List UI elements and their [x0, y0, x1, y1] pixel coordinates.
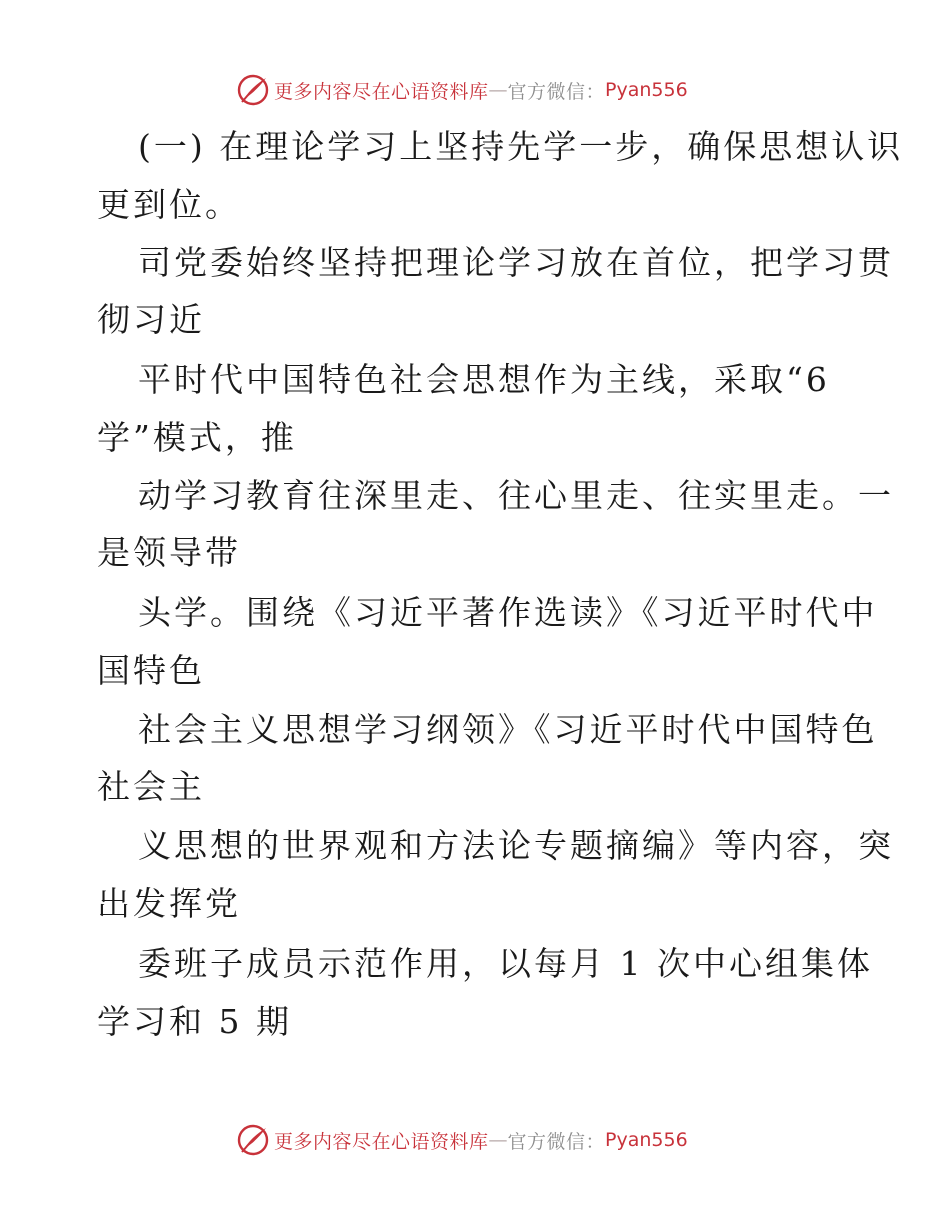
text-line: 社会主义思想学习纲领》《习近平时代中国特色 [138, 710, 878, 749]
text-line: 更到位。 [97, 185, 241, 224]
banner-wechat-id: Pyan556 [605, 79, 688, 101]
text-line: 动学习教育往深里走、往心里走、往实里走。一 [138, 476, 894, 515]
text-line: 头学。围绕《习近平著作选读》《习近平时代中 [138, 593, 878, 632]
banner-dash: — [488, 1129, 508, 1151]
text-line: 委班子成员示范作用，以每月 1 次中心组集体 [138, 944, 873, 983]
footer-banner [236, 1122, 688, 1158]
banner-dash: — [488, 79, 508, 101]
header-banner [236, 72, 688, 108]
banner-wechat-label: 官方微信： [507, 1130, 606, 1153]
text-line: 义思想的世界观和方法论专题摘编》等内容，突 [138, 826, 894, 865]
quill-logo-icon [236, 1123, 270, 1157]
banner-site-name: 更多内容尽在心语资料库 [274, 80, 489, 103]
text-line: 国特色 [97, 651, 205, 690]
banner-site-name: 更多内容尽在心语资料库 [274, 1130, 489, 1153]
text-line: 彻习近 [97, 300, 205, 339]
text-line: 学习和 5 期 [97, 1002, 292, 1041]
banner-wechat-id: Pyan556 [605, 1129, 688, 1151]
text-line: 出发挥党 [97, 884, 241, 923]
text-line: (一) 在理论学习上坚持先学一步，确保思想认识 [138, 127, 904, 166]
text-line: 是领导带 [97, 533, 241, 572]
quill-logo-icon [236, 73, 270, 107]
text-line: 平时代中国特色社会思想作为主线，采取“6 [138, 360, 830, 399]
banner-wechat-label: 官方微信： [507, 80, 606, 103]
text-line: 学”模式，推 [97, 418, 297, 457]
text-line: 社会主 [97, 767, 205, 806]
text-line: 司党委始终坚持把理论学习放在首位，把学习贯 [138, 243, 894, 282]
